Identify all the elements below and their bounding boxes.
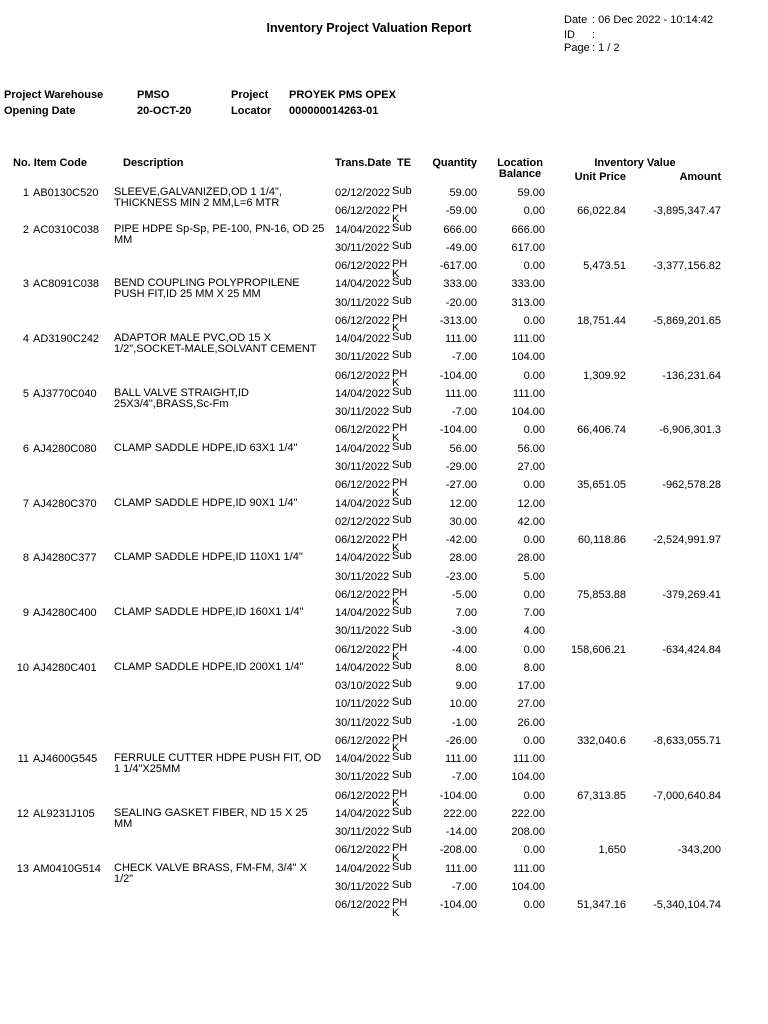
trans-date: 30/11/2022 [335, 771, 390, 784]
page-value: : 1 / 2 [592, 42, 620, 54]
item-description: BALL VALVE STRAIGHT,ID 25X3/4",BRASS,Sc-Fm [114, 387, 249, 410]
item-description: CLAMP SADDLE HDPE,ID 110X1 1/4" [114, 551, 303, 564]
unit-price: 75,853.88 [577, 588, 626, 601]
trans-date: 02/12/2022 [335, 515, 391, 528]
date-label: Date [564, 14, 588, 26]
item-code: AB0130C520 [33, 187, 99, 199]
trans-type: Sub [392, 751, 412, 764]
amount: -5,340,104.74 [653, 899, 721, 912]
trans-type: PH K [392, 787, 408, 810]
trans-type: Sub [392, 696, 412, 709]
item-description: CLAMP SADDLE HDPE,ID 63X1 1/4" [114, 441, 298, 454]
item-description: FERRULE CUTTER HDPE PUSH FIT, OD 1 1/4"X25MM [114, 752, 322, 776]
trans-quantity: 10.00 [449, 698, 477, 711]
trans-quantity: 9.00 [455, 680, 477, 693]
trans-balance: 0.00 [523, 899, 545, 912]
trans-balance: 26.00 [517, 716, 545, 729]
unit-price: 67,313.85 [577, 789, 626, 802]
trans-type: Sub [392, 495, 412, 508]
trans-balance: 7.00 [523, 607, 545, 620]
trans-balance: 28.00 [517, 552, 545, 565]
item-no: 11 [17, 753, 29, 766]
page-line [564, 42, 620, 54]
trans-quantity: -26.00 [445, 734, 477, 747]
trans-balance: 42.00 [517, 515, 545, 528]
item-code: AC0310C038 [33, 223, 100, 236]
trans-type: Sub [392, 623, 412, 636]
trans-type: PH K [392, 203, 408, 225]
trans-date: 14/04/2022 [335, 662, 391, 674]
item-code: AJ4280C080 [33, 442, 97, 455]
trans-date: 06/12/2022 [335, 643, 391, 656]
trans-balance: 111.00 [512, 333, 545, 346]
date-line [564, 14, 713, 26]
item-no: 7 [22, 497, 29, 510]
item-no: 13 [16, 862, 29, 875]
trans-type: PH K [392, 641, 408, 664]
trans-date: 30/11/2022 [335, 461, 390, 473]
report-title: Inventory Project Valuation Report [266, 21, 472, 35]
page-label: Page [564, 42, 590, 54]
trans-date: 02/12/2022 [335, 187, 391, 199]
trans-balance: 111.00 [512, 388, 545, 400]
trans-date: 14/04/2022 [335, 862, 391, 875]
trans-date: 30/11/2022 [335, 881, 390, 893]
item-code: AJ4280C370 [33, 497, 97, 510]
trans-type: Sub [392, 404, 412, 417]
trans-quantity: -1.00 [451, 716, 477, 729]
trans-balance: 313.00 [511, 296, 545, 309]
trans-quantity: 28.00 [449, 552, 477, 565]
trans-balance: 0.00 [523, 424, 545, 437]
item-code: AL9231J105 [33, 808, 95, 820]
item-no: 8 [22, 552, 29, 565]
col-inventory-value: Inventory Value [594, 157, 676, 169]
trans-date: 03/10/2022 [335, 680, 391, 693]
item-description: SEALING GASKET FIBER, ND 15 X 25 MM [114, 807, 308, 830]
trans-quantity: -104.00 [439, 369, 477, 382]
item-no: 3 [22, 278, 29, 291]
trans-balance: 0.00 [523, 734, 545, 747]
opening-date-label: Opening Date [4, 105, 76, 117]
trans-balance: 222.00 [511, 808, 545, 820]
unit-price: 18,751.44 [577, 314, 626, 327]
item-code: AJ4280C377 [33, 552, 97, 565]
col-balance: Balance [498, 168, 542, 180]
trans-quantity: -104.00 [439, 424, 477, 437]
id-label: ID [564, 29, 575, 41]
trans-quantity: 8.00 [455, 662, 477, 674]
trans-type: Sub [392, 660, 412, 672]
trans-date: 30/11/2022 [335, 570, 390, 583]
item-no: 4 [22, 333, 29, 346]
trans-quantity: -49.00 [445, 241, 477, 254]
item-code: AM0410G514 [33, 862, 101, 875]
date-value: : 06 Dec 2022 - 10:14:42 [592, 14, 714, 26]
trans-quantity: -617.00 [439, 260, 477, 272]
trans-balance: 12.00 [517, 497, 545, 510]
item-no: 10 [16, 662, 29, 674]
trans-quantity: -104.00 [439, 789, 477, 802]
trans-type: PH K [392, 477, 408, 499]
trans-quantity: -104.00 [439, 899, 477, 912]
trans-date: 30/11/2022 [335, 826, 390, 839]
trans-type: Sub [392, 879, 412, 891]
project-warehouse-label: Project Warehouse [4, 89, 104, 101]
item-no: 9 [22, 607, 29, 620]
trans-quantity: -208.00 [439, 844, 477, 857]
item-description: CLAMP SADDLE HDPE,ID 160X1 1/4" [114, 606, 304, 619]
amount: -5,869,201.65 [653, 314, 721, 327]
trans-type: Sub [392, 331, 412, 344]
trans-type: Sub [392, 440, 412, 453]
trans-quantity: 111.00 [444, 862, 477, 875]
trans-date: 06/12/2022 [335, 424, 391, 437]
trans-quantity: -42.00 [445, 534, 477, 546]
trans-date: 06/12/2022 [335, 534, 391, 546]
item-code: AC8091C038 [33, 278, 100, 291]
trans-date: 06/12/2022 [335, 479, 391, 492]
amount: -136,231.64 [662, 369, 721, 382]
trans-type: Sub [392, 806, 412, 818]
locator-value: 000000014263-01 [289, 105, 379, 117]
trans-quantity: 59.00 [449, 187, 477, 199]
item-code: AD3190C242 [33, 333, 100, 346]
amount: -6,906,301.3 [659, 424, 721, 437]
trans-type: Sub [392, 605, 412, 618]
unit-price: 1,309.92 [583, 369, 626, 382]
trans-balance: 666.00 [511, 223, 545, 236]
trans-type: PH K [392, 842, 408, 864]
unit-price: 35,651.05 [577, 479, 626, 492]
trans-balance: 208.00 [511, 826, 545, 839]
trans-type: PH K [392, 258, 408, 280]
item-code: AJ4280C400 [33, 607, 97, 620]
trans-balance: 0.00 [523, 588, 545, 601]
trans-date: 14/04/2022 [335, 278, 391, 291]
trans-quantity: -7.00 [451, 881, 477, 893]
trans-type: Sub [392, 714, 412, 727]
unit-price: 66,406.74 [577, 424, 626, 437]
trans-balance: 0.00 [523, 844, 545, 857]
trans-quantity: -7.00 [451, 351, 477, 364]
trans-quantity: -23.00 [445, 570, 477, 583]
trans-balance: 617.00 [511, 241, 545, 254]
trans-type: Sub [392, 349, 412, 362]
trans-quantity: -7.00 [451, 406, 477, 419]
col-te: TE [397, 157, 412, 169]
project-value: PROYEK PMS OPEX [289, 89, 396, 101]
trans-quantity: 111.00 [444, 388, 477, 400]
trans-quantity: -20.00 [445, 296, 477, 309]
trans-balance: 0.00 [523, 534, 545, 546]
trans-type: Sub [392, 459, 412, 471]
trans-quantity: 30.00 [449, 515, 477, 528]
trans-balance: 0.00 [523, 789, 545, 802]
trans-date: 14/04/2022 [335, 552, 391, 565]
trans-balance: 104.00 [511, 771, 545, 784]
item-code: AJ4280C401 [33, 662, 97, 674]
trans-balance: 0.00 [523, 260, 545, 272]
trans-date: 06/12/2022 [335, 588, 391, 601]
item-description: ADAPTOR MALE PVC,OD 15 X 1/2",SOCKET-MALE,SOLVANT CEMENT [114, 332, 317, 356]
trans-balance: 4.00 [523, 625, 545, 638]
item-description: BEND COUPLING POLYPROPILENE PUSH FIT,ID 25 MM X 25 MM [114, 277, 300, 301]
amount: -3,377,156.82 [653, 260, 721, 272]
col-description: Description [123, 157, 184, 169]
trans-quantity: -29.00 [445, 461, 477, 473]
trans-type: Sub [392, 294, 412, 307]
trans-type: Sub [392, 678, 412, 691]
project-label: Project [231, 89, 269, 101]
item-code: AJ3770C040 [33, 388, 97, 400]
trans-date: 14/04/2022 [335, 333, 391, 346]
trans-balance: 0.00 [523, 205, 545, 218]
col-amount: Amount [679, 171, 721, 183]
unit-price: 51,347.16 [577, 899, 626, 912]
trans-balance: 8.00 [523, 662, 545, 674]
trans-balance: 17.00 [517, 680, 545, 693]
item-no: 12 [16, 808, 29, 820]
trans-type: PH K [392, 312, 408, 335]
item-description: CLAMP SADDLE HDPE,ID 200X1 1/4" [114, 661, 304, 673]
amount: -634,424.84 [662, 643, 721, 656]
trans-date: 10/11/2022 [335, 698, 390, 711]
trans-quantity: 333.00 [443, 278, 477, 291]
trans-balance: 59.00 [517, 187, 545, 199]
col-trans-date: Trans.Date [335, 157, 392, 169]
trans-quantity: 111.00 [444, 753, 477, 766]
item-code: AJ4600G545 [33, 753, 98, 766]
trans-type: Sub [392, 824, 412, 837]
trans-quantity: 666.00 [443, 223, 477, 236]
trans-date: 14/04/2022 [335, 442, 391, 455]
project-warehouse-value: PMSO [137, 89, 170, 101]
trans-type: Sub [392, 239, 412, 252]
trans-balance: 333.00 [511, 278, 545, 291]
id-line [564, 29, 595, 41]
id-value: : [592, 29, 596, 41]
col-no-item-code: No. Item Code [13, 157, 87, 169]
item-description: SLEEVE,GALVANIZED,OD 1 1/4", THICKNESS MIN 2 MM,L=6 MTR [114, 186, 282, 209]
trans-type: PH K [392, 732, 408, 755]
trans-date: 06/12/2022 [335, 260, 391, 272]
trans-type: Sub [392, 769, 412, 782]
trans-type: Sub [392, 185, 412, 197]
item-no: 5 [22, 388, 29, 400]
unit-price: 158,606.21 [570, 643, 626, 656]
trans-balance: 27.00 [517, 698, 545, 711]
trans-balance: 111.00 [512, 862, 545, 875]
item-description: CLAMP SADDLE HDPE,ID 90X1 1/4" [114, 496, 298, 509]
trans-type: PH K [392, 367, 408, 390]
trans-date: 30/11/2022 [335, 716, 390, 729]
trans-balance: 0.00 [523, 369, 545, 382]
trans-quantity: -3.00 [451, 625, 477, 638]
trans-date: 30/11/2022 [335, 296, 390, 309]
trans-type: Sub [392, 276, 412, 289]
trans-balance: 56.00 [517, 442, 545, 455]
trans-date: 06/12/2022 [335, 789, 391, 802]
trans-type: Sub [392, 568, 412, 581]
trans-type: PH K [392, 897, 408, 919]
trans-type: Sub [392, 550, 412, 563]
unit-price: 5,473.51 [583, 260, 626, 272]
trans-quantity: 12.00 [449, 497, 477, 510]
locator-label: Locator [231, 105, 272, 117]
trans-balance: 104.00 [511, 351, 545, 364]
trans-date: 30/11/2022 [335, 351, 390, 364]
trans-type: PH K [392, 532, 408, 554]
trans-balance: 27.00 [517, 461, 545, 473]
trans-date: 14/04/2022 [335, 388, 391, 400]
trans-date: 06/12/2022 [335, 899, 391, 912]
trans-balance: 0.00 [523, 314, 545, 327]
trans-quantity: -59.00 [445, 205, 477, 218]
trans-date: 14/04/2022 [335, 753, 391, 766]
trans-date: 14/04/2022 [335, 497, 391, 510]
amount: -343,200 [677, 844, 721, 857]
trans-type: Sub [392, 221, 412, 234]
amount: -962,578.28 [662, 479, 721, 492]
trans-date: 06/12/2022 [335, 369, 391, 382]
trans-balance: 0.00 [523, 643, 545, 656]
amount: -3,895,347.47 [653, 205, 721, 218]
trans-quantity: 56.00 [449, 442, 477, 455]
unit-price: 1,650 [598, 844, 626, 857]
trans-quantity: -5.00 [451, 588, 477, 601]
amount: -379,269.41 [662, 588, 721, 601]
col-location: Location [497, 157, 543, 169]
trans-date: 06/12/2022 [335, 314, 391, 327]
col-quantity: Quantity [432, 157, 477, 169]
trans-date: 14/04/2022 [335, 808, 391, 820]
amount: -7,000,640.84 [653, 789, 721, 802]
trans-date: 14/04/2022 [335, 607, 391, 620]
item-no: 6 [22, 442, 29, 455]
trans-balance: 111.00 [512, 753, 545, 766]
trans-type: Sub [392, 386, 412, 398]
item-no: 1 [22, 187, 29, 199]
trans-type: Sub [392, 513, 412, 526]
col-unit-price: Unit Price [574, 171, 626, 183]
amount: -8,633,055.71 [653, 734, 721, 747]
trans-date: 14/04/2022 [335, 223, 391, 236]
trans-date: 30/11/2022 [335, 406, 390, 419]
unit-price: 60,118.86 [577, 534, 626, 546]
trans-type: PH K [392, 586, 408, 609]
trans-quantity: -27.00 [445, 479, 477, 492]
item-description: PIPE HDPE Sp-Sp, PE-100, PN-16, OD 25 MM [114, 222, 325, 246]
trans-balance: 5.00 [523, 570, 545, 583]
trans-balance: 0.00 [523, 479, 545, 492]
trans-date: 30/11/2022 [335, 625, 390, 638]
trans-type: PH K [392, 422, 408, 444]
trans-quantity: -313.00 [439, 314, 477, 327]
item-no: 2 [22, 223, 29, 236]
trans-quantity: -14.00 [445, 826, 477, 839]
trans-quantity: -7.00 [451, 771, 477, 784]
unit-price: 66,022.84 [577, 205, 626, 218]
trans-balance: 104.00 [511, 881, 545, 893]
trans-type: Sub [392, 860, 412, 873]
trans-quantity: 7.00 [455, 607, 477, 620]
trans-quantity: 111.00 [444, 333, 477, 346]
unit-price: 332,040.6 [577, 734, 626, 747]
trans-date: 06/12/2022 [335, 205, 391, 218]
opening-date-value: 20-OCT-20 [137, 105, 192, 117]
trans-date: 30/11/2022 [335, 241, 390, 254]
trans-balance: 104.00 [511, 406, 545, 419]
item-description: CHECK VALVE BRASS, FM-FM, 3/4" X 1/2" [114, 861, 307, 885]
trans-date: 06/12/2022 [335, 734, 391, 747]
trans-quantity: -4.00 [451, 643, 477, 656]
trans-quantity: 222.00 [443, 808, 477, 820]
trans-date: 06/12/2022 [335, 844, 391, 857]
amount: -2,524,991.97 [653, 534, 721, 546]
